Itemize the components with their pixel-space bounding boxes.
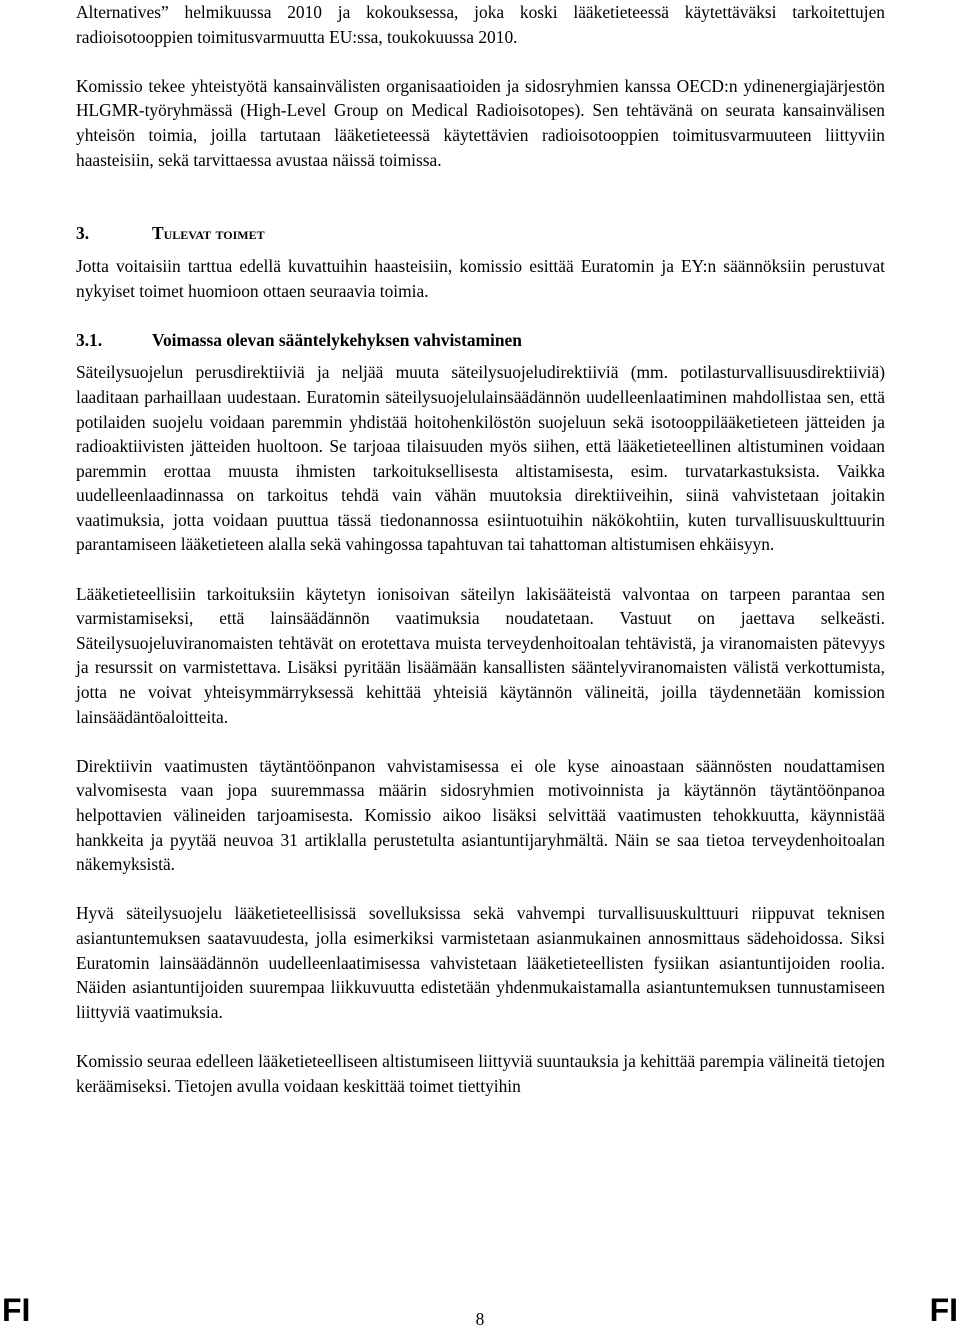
paragraph-monitoring: Komissio seuraa edelleen lääketieteelliseen altistumiseen liittyviä suuntauksia ja kehittää parempia välineitä tietojen keräämiseksi. Tietojen avulla voidaan keskittää toimet tiettyihin [76,1050,885,1096]
language-code-left: FI [2,1292,31,1328]
document-page [76,0,885,1098]
paragraph-expertise: Hyvä säteilysuojelu lääketieteellisissä sovelluksissa sekä vahvempi turvallisuuskulttuuri riippuvat teknisen asiantuntemuksen saatavuudesta, jolla esimerkiksi varmistetaan asianmukainen annosmittaus sädehoidossa. Siksi Euratomin lainsäädännön uudelleenlaatimisessa vahvistetaan lääketieteellisten fysiikan asiantuntijoiden roolia. Näiden asiantuntijoiden suurempaa liikkuvuutta edistetään yhdenmukaistamalla asiantuntemuksen tunnustamiseen liittyviä vaatimuksia. [76,903,885,1022]
section-title: Tulevat toimet [152,223,265,244]
paragraph-regulatory-control: Lääketieteellisiin tarkoituksiin käytetyn ionisoivan säteilyn lakisääteistä valvontaa on tarpeen parantaa sen varmistamiseksi, että lainsäädännön vaatimuksia noudatetaan. Vastuut on jaettava selkeästi. Säteilysuojeluviranomaisten tehtävät on erotettava muista terveydenhoitoalan tehtävistä, ja viranomaisten pätevyys ja resurssit on varmistettava. Lisäksi pyritään lisäämään kansallisten sääntelyviranomaisten välistä verkottumista, jotta ne voivat yhteisymmärryksessä kehittää yhteisiä käytännön välineitä, joilla täydennetään komission lainsäädäntöaloitteita. [76,583,885,727]
paragraph-hlgmr: Komissio tekee yhteistyötä kansainvälisten organisaatioiden ja sidosryhmien kanssa OECD:n ydinenergiajärjestön HLGMR-työryhmässä (High-Level Group on Medical Radioisotopes). Sen tehtävänä on seurata kansainvälisen yhteisön toimia, joilla tartutaan lääketieteessä käytettävien radioisotooppien toimitusvarmuuteen liittyviin haasteisiin, sekä tarvittaessa avustaa näissä toimissa. [76,75,885,170]
section-title: Voimassa olevan sääntelykehyksen vahvistaminen [152,329,522,350]
section-heading-3 [76,221,885,246]
page-number: 8 [475,1309,485,1329]
paragraph-implementation: Direktiivin vaatimusten täytäntöönpanon vahvistamisessa ei ole kyse ainoastaan säännösten noudattamisen valvomisesta vaan jopa suuremmassa määrin sidosryhmien motivoinnista ja käytännön täytäntöönpanoa helpottavien välineiden tarjoamisesta. Komissio aikoo lisäksi selvittää vaatimusten tehokkuutta, käynnistää hankkeita ja pyytää neuvoa 31 artiklalla perustetulta asiantuntijaryhmältä. Näin se saa tietoa terveydenhoitoalan näkemyksistä. [76,755,885,875]
language-code-right: FI [929,1292,958,1328]
paragraph-directives: Säteilysuojelun perusdirektiiviä ja neljää muuta säteilysuojeludirektiiviä (mm. potilasturvallisuusdirektiiviä) laaditaan parhaillaan uudestaan. Euratomin säteilysuojelulainsäädännön uudelleenlaatiminen mahdollistaa sen, että potilaiden suojelu voidaan paremmin yhdistää hoitohenkilöstön suojeluun sekä isotooppilääketieteen jätteiden ja radioaktiivisten jätteiden huoltoon. Se tarjoaa tilaisuuden myös siihen, että lääketieteellinen altistuminen voidaan paremmin erottaa muusta ihmisten tarkoituksellisesta altistamisesta, esim. turvatarkastuksista. Vaikka uudelleenlaadinnassa on tarkoitus tehdä vain vähän muutoksia direktiiveihin, siinä vahvistetaan joitakin vaatimuksia, jotta voidaan puuttua tässä tiedonannossa esiintuotuihin näkökohtiin, kuten turvallisuuskulttuurin parantamiseen lääketieteen alalla sekä vahingossa tapahtuvan tai tahattoman altistumisen ehkäisyyn. [76,362,885,555]
section-heading-3-1 [76,328,885,353]
paragraph-alternatives: Alternatives” helmikuussa 2010 ja kokouksessa, joka koski lääketieteessä käytettäväksi tarkoitettujen radioisotooppien toimitusvarmuutta EU:ssa, toukokuussa 2010. [76,2,885,47]
section-number: 3.1. [76,329,103,350]
paragraph-intro-actions: Jotta voitaisiin tarttua edellä kuvattuihin haasteisiin, komissio esittää Euratomin ja EY:n säännöksiin perustuvat nykyiset toimet huomioon ottaen seuraavia toimia. [76,255,885,301]
section-number: 3. [76,223,90,244]
